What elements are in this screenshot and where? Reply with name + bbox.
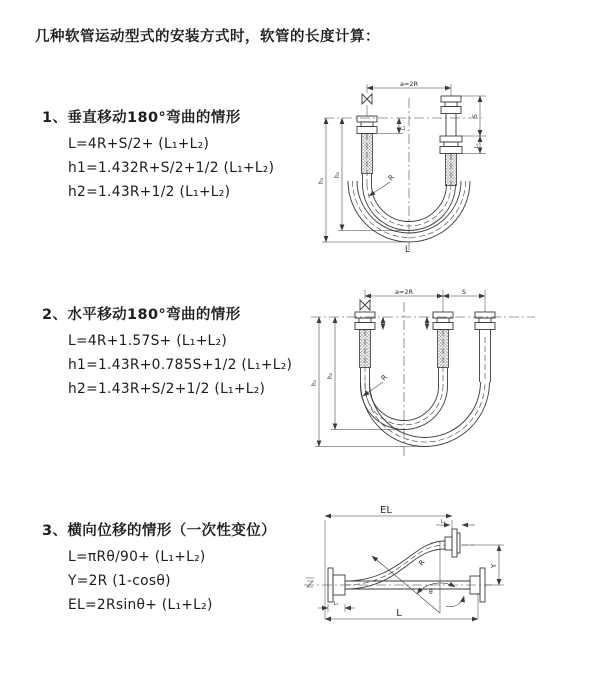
length-label: L — [405, 245, 410, 255]
section-2-heading: 2、水平移动180°弯曲的情形 — [42, 307, 241, 323]
section-1-formula-L: L=4R+S/2+ (L₁+L₂) — [68, 136, 210, 152]
dim-h1-label: h₁ — [311, 379, 318, 386]
diagram-horizontal-180-bend — [303, 282, 587, 474]
dim-l-label: L — [396, 608, 402, 619]
section-3 — [42, 519, 312, 621]
radius-label: R — [379, 373, 389, 383]
dim-el-label: EL — [380, 505, 392, 516]
dim-h2-label: h₂ — [327, 372, 334, 379]
angle-construction — [372, 541, 464, 613]
page-title: 几种软管运动型式的安装方式时，软管的长度计算： — [35, 29, 380, 45]
section-2-formula-h2: h2=1.43R+S/2+1/2 (L₁+L₂) — [68, 381, 266, 397]
section-1-formula-h1: h1=1.432R+S/2+1/2 (L₁+L₂) — [68, 160, 275, 176]
section-1-formula-h2: h2=1.43R+1/2 (L₁+L₂) — [68, 184, 231, 200]
dimension-y — [461, 545, 504, 585]
valve-icon — [360, 300, 370, 310]
section-3-formula-L: L=πRθ/90+ (L₁+L₂) — [68, 549, 206, 565]
valve-icon — [362, 94, 372, 104]
section-2-formula-h1: h1=1.43R+0.785S+1/2 (L₁+L₂) — [68, 357, 293, 373]
radius-label: R — [386, 173, 396, 183]
dim-h2-label: h₂ — [334, 171, 341, 178]
dimension-s — [443, 288, 485, 296]
dimension-l1-left — [318, 601, 355, 612]
section-1 — [42, 106, 312, 208]
dimension-s — [461, 96, 486, 154]
dim-s-label: S — [472, 114, 479, 118]
section-3-formula-EL: EL=2Rsinθ+ (L₁+L₂) — [68, 597, 213, 613]
dimension-l1-right — [474, 136, 480, 154]
dim-l1-right-label: L₁ — [475, 143, 480, 148]
displaced-hose — [345, 541, 474, 589]
radius-label: R — [417, 558, 427, 568]
end-break-mark — [306, 578, 314, 587]
dim-a2r-label: a=2R — [399, 80, 419, 88]
diagram-lateral-displacement — [296, 498, 600, 652]
dim-s-label: S — [461, 288, 467, 296]
top-right-flange — [445, 529, 460, 557]
diagram-vertical-180-bend — [312, 76, 584, 256]
centerlines — [324, 98, 482, 250]
radius-callout — [363, 373, 389, 396]
dim-l1-top-label: L₁ — [440, 520, 446, 525]
section-2-formula-L: L=4R+1.57S+ (L₁+L₂) — [68, 333, 228, 349]
dimension-l1-left — [378, 118, 407, 134]
radius-callout — [369, 173, 396, 196]
dim-l1-left-label: L₁ — [402, 125, 407, 130]
dim-a2r-label: a=2R — [394, 288, 414, 296]
hose-outline — [361, 330, 491, 447]
angle-label: θ — [429, 589, 433, 596]
dimension-span-a2r — [365, 288, 485, 312]
dim-y-label: Y — [490, 563, 498, 568]
dim-l1-left-label: L₁ — [333, 602, 339, 607]
section-3-formula-Y: Y=2R (1-cosθ) — [68, 573, 171, 589]
right-fitting — [475, 312, 495, 330]
dim-h1-label: h₁ — [318, 177, 325, 184]
dimension-l1-top — [436, 519, 475, 525]
dimension-el — [325, 505, 452, 619]
section-1-heading: 1、垂直移动180°弯曲的情形 — [42, 110, 241, 126]
centerlines — [311, 302, 535, 458]
section-3-heading: 3、横向位移的情形（一次性变位） — [42, 523, 276, 539]
section-2 — [42, 303, 312, 405]
fitting-length-ticks — [383, 317, 427, 330]
